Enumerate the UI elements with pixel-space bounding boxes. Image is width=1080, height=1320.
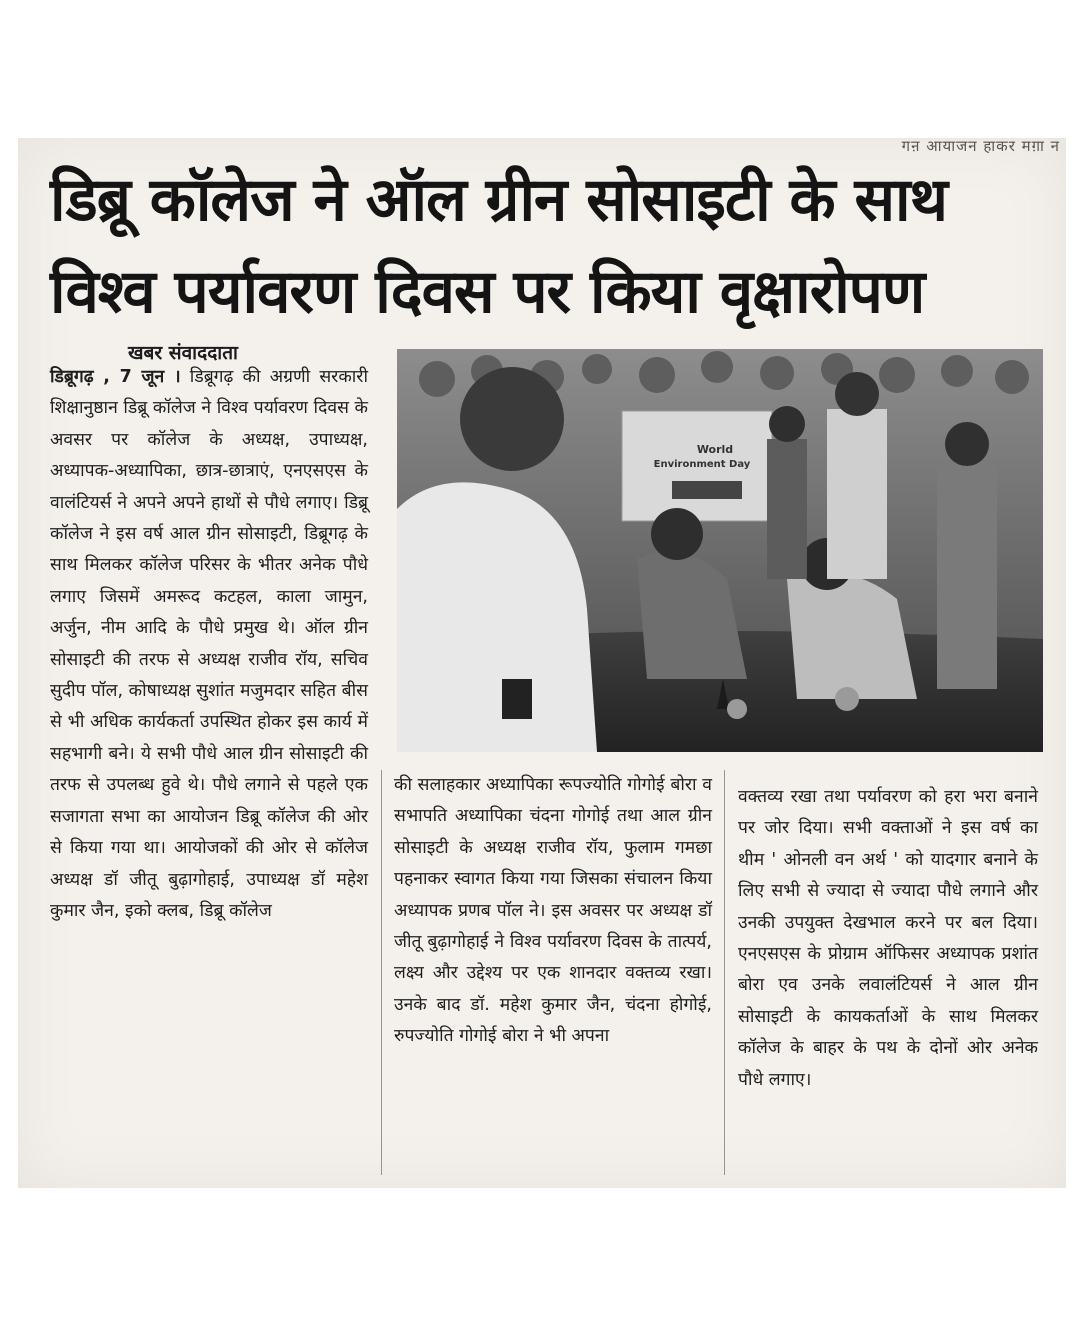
- headline-line-2: विश्व पर्यावरण दिवस पर किया वृक्षारोपण: [50, 257, 925, 327]
- masthead-strip: गऩ आयाजन हाकर मग़ा न: [901, 137, 1060, 155]
- article-column-1: [50, 362, 368, 927]
- banner-text-2: Environment Day: [653, 459, 751, 470]
- article-column-3: वक्तव्य रखा तथा पर्यावरण को हरा भरा बनाने पर जोर दिया। सभी वक्ताओं ने इस वर्ष का थीम ' ओनली वन अर्थ ' को यादगार बनाने के लिए सभी से ज्यादा से ज्यादा पौधे लगाने और उनकी उपयुक्त देखभाल करने पर बल दिया। एनएसएस के प्रोग्राम ऑफिसर अध्यापक प्रशांत बोरा एव उनके लवालंटियर्स ने आल ग्रीन सोसाइटी के कायकर्ताओं के साथ मिलकर कॉलेज के बाहर के पथ के दोनों ओर अनेक पौधे लगाए।: [738, 787, 1038, 1090]
- headline-line-1: डिब्रू कॉलेज ने ऑल ग्रीन सोसाइटी के साथ: [50, 165, 947, 235]
- article-column-2: की सलाहकार अध्यापिका रूपज्योति गोगोई बोरा व सभापति अध्यापिका चंदना गोगोई तथा आल ग्रीन सोसाइटी के अध्यक्ष राजीव रॉय, फुलाम गमछा पहनाकर स्वागत किया गया जिसका संचालन किया अध्यापक प्रणब पॉल ने। इस अवसर पर अध्यक्ष डॉ जीतू बुढ़ागोहाई ने विश्व पर्यावरण दिवस के तात्पर्य, लक्ष्य और उद्देश्य पर एक शानदार वक्तव्य रखा। उनके बाद डॉ. महेश कुमार जैन, चंदना होगोई, रुपज्योति गोगोई बोरा ने भी अपना: [394, 775, 712, 1047]
- column-rule-2: [724, 770, 725, 1175]
- banner-text-1: World: [696, 443, 734, 456]
- news-photo-illustration: [397, 349, 1043, 752]
- dateline: डिब्रूगढ़ , 7 जून ।: [50, 367, 181, 387]
- column-1-text: डिब्रूगढ़ की अग्रणी सरकारी शिक्षानुष्ठान डिब्रू कॉलेज ने विश्व पर्यावरण दिवस के अवसर पर कॉलेज के अध्यक्ष, उपाध्यक्ष, अध्यापक-अध्यापिका, छात्र-छात्राएं, एनएसएस के वालंटियर्स ने अपने अपने हाथों से पौधे लगाए। डिब्रू कॉलेज ने इस वर्ष आल ग्रीन सोसाइटी, डिब्रूगढ़ के साथ मिलकर कॉलेज परिसर के भीतर अनेक पौधे लगाए जिसमें अमरूद कटहल, काला जामुन, अर्जुन, नीम आदि के पौधे प्रमुख थे। ऑल ग्रीन सोसाइटी की तरफ से अध्यक्ष राजीव रॉय, सचिव सुदीप पॉल, कोषाध्यक्ष सुशांत मजुमदार सहित बीस से भी अधिक कार्यकर्ता उपस्थित होकर इस कार्य में सहभागी बने। ये सभी पौधे आल ग्रीन सोसाइटी की तरफ से उपलब्ध हुवे थे। पौधे लगाने से पहले एक सजागता सभा का आयोजन डिब्रू कॉलेज की ओर से किया गया था। आयोजकों की ओर से कॉलेज अध्यक्ष डॉ जीतू बुढ़ागोहाई, उपाध्यक्ष डॉ महेश कुमार जैन, इको क्लब, डिब्रू कॉलेज: [50, 367, 368, 921]
- news-photo: [397, 349, 1043, 752]
- byline: खबर संवाददाता: [128, 342, 238, 364]
- column-rule-1: [381, 770, 382, 1175]
